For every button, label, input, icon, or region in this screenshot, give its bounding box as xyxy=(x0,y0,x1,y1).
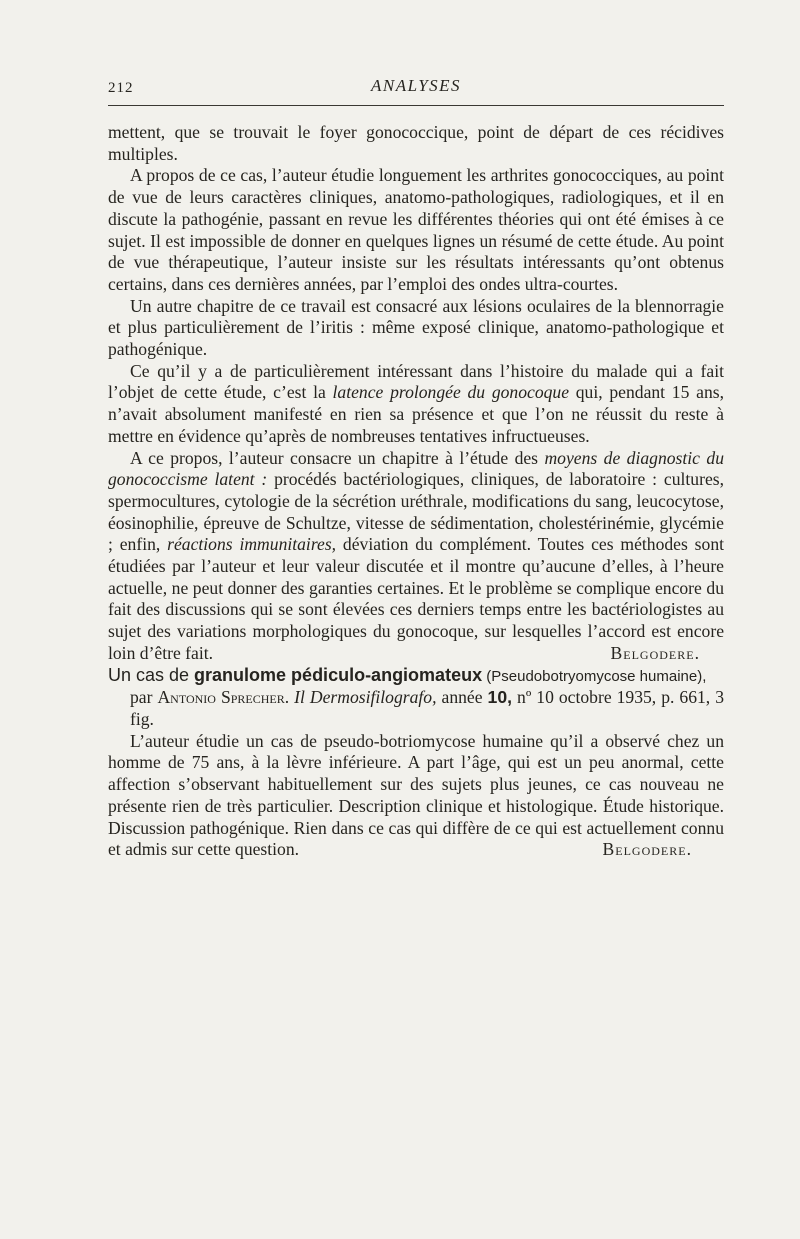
italic-phrase: réactions immunitaires, xyxy=(167,534,337,555)
text-run: A ce propos, l’auteur consacre un chapitre à l’étude des xyxy=(130,447,545,468)
paragraph: A propos de ce cas, l’auteur étudie longuement les arthrites gonococciques, au point de vue de leurs caractères cliniques, anatomo-pathologiques, radiologiques, et il en discute la pathogénie, passant en revue les différentes théories qui ont été émises à ce sujet. Il est impossible de donner en quelques lignes un résumé de cette étude. Au point de vue thérapeutique, l’auteur insiste sur les résultats intéressants qu’ont obtenus certains, dans ces dernières années, par l’emploi des ondes ultra-courtes. xyxy=(108,165,724,294)
year-label: année xyxy=(436,687,488,708)
paragraph xyxy=(108,361,724,448)
author-name: Antonio Sprecher. xyxy=(157,687,290,708)
text-run: L’auteur étudie un cas de pseudo-botriomycose humaine qu’il a observé chez un homme de 75 ans, à la lèvre inférieure. A part l’âge, qui est un peu anormal, cette affection s’observant habituellement sur des sujets plus jeunes, ce cas nouveau ne présente rien de très particulier. Description clinique et histologique. Étude historique. Discussion pathogénique. Rien dans ce cas qui diffère de ce qui est actuellement connu et admis sur cette question. xyxy=(108,730,724,860)
issue-info: nº 10 octobre 1935, p. 661, 3 fig. xyxy=(130,687,724,729)
reviewer-signature: Belgodere. xyxy=(602,839,692,860)
body-text xyxy=(108,122,724,861)
italic-phrase: latence prolongée du gonocoque xyxy=(332,382,570,403)
running-head: ANALYSES xyxy=(370,76,462,95)
journal-name: Il Dermosifilografo, xyxy=(294,687,437,708)
paragraph xyxy=(108,448,724,665)
article-byline xyxy=(108,687,724,730)
paragraph: mettent, que se trouvait le foyer gonococcique, point de départ de ces récidives multiples. xyxy=(108,122,724,164)
header-rule xyxy=(108,105,724,106)
page-header xyxy=(108,76,724,100)
page xyxy=(108,76,725,860)
text-run: procédés bactériologiques, cliniques, de laboratoire : cultures, spermocultures, cytologie de la sécrétion uréthrale, modifications du sang, leucocytose, éosinophilie, épreuve de Schultze, vitesse de sédimentation, cholestérinémie, glycémie ; enfin, xyxy=(108,469,724,555)
byline-par: par xyxy=(130,687,158,708)
reviewer-signature: Belgodere. xyxy=(610,642,700,663)
text-run: déviation du complément. Toutes ces méthodes sont étudiées par l’auteur et leur valeur discutée et il montre qu’aucune d’elles, à l’heure actuelle, ne peut donner des garanties certaines. Et le problème se complique encore du fait des discussions qui se sont élevées ces derniers temps entre les bactériologistes au sujet des variations morphologiques du gonocoque, sur lesquelles l’accord est encore loin d’être fait. xyxy=(108,534,725,663)
title-subtitle: (Pseudobotryomycose humaine), xyxy=(482,667,707,685)
title-lead: Un cas de xyxy=(108,664,195,685)
paragraph: Un autre chapitre de ce travail est consacré aux lésions oculaires de la blennorragie et plus particulièrement de l’iritis : même exposé clinique, anatomo-pathologique et pathogénique. xyxy=(108,295,724,360)
page-number: 212 xyxy=(108,80,134,96)
text-run: Ce qu’il y a de particulièrement intéressant dans l’histoire du malade qui a fait l’objet de cette étude, c’est la xyxy=(108,360,724,403)
article-title xyxy=(108,665,724,688)
paragraph xyxy=(108,731,724,861)
volume-number: 10, xyxy=(487,687,513,708)
text-run: qui, pendant 15 ans, n’avait absolument manifesté en rien sa présence et que l’on ne réussit du reste à mettre en évidence qu’après de nombreuses tentatives infructueuses. xyxy=(108,382,724,446)
title-bold: granulome pédiculo-angiomateux xyxy=(194,664,483,685)
italic-phrase: moyens de diagnostic du gonococcisme latent : xyxy=(108,447,725,490)
